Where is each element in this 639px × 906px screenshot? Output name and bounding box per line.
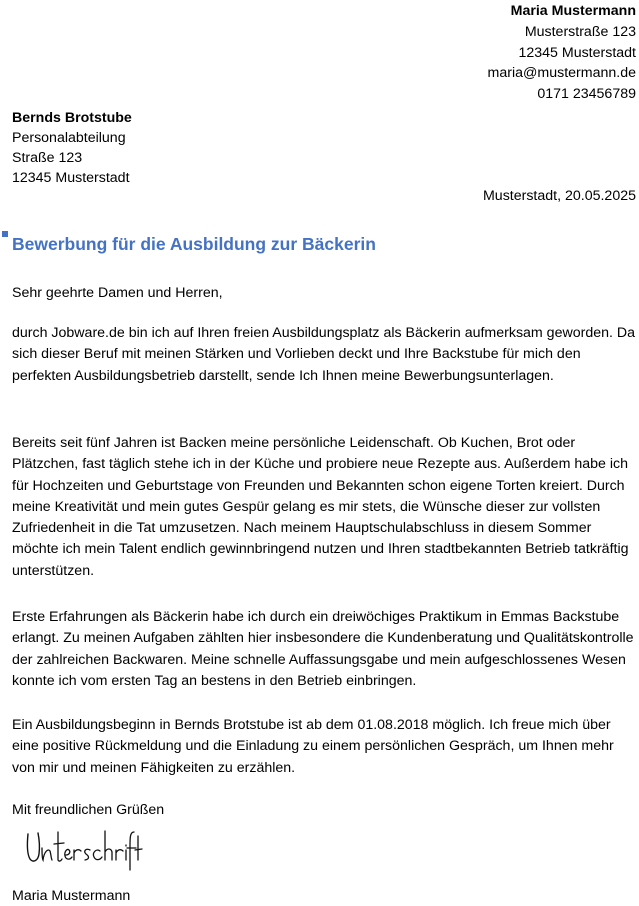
sender-name: Maria Mustermann [510,3,636,19]
sender-street: Musterstraße 123 [524,23,636,40]
handwritten-signature [24,826,144,872]
sender-phone: 0171 23456789 [537,86,636,103]
body-paragraph-4: Ein Ausbildungsbeginn in Bernds Brotstube ist ab dem 01.08.2018 möglich. Ich freue mich über eine positive Rückmeldung und die Einladung zu einem persönlichen Gespräch, um Ihnen mehr von mir und meinen Fähigkeiten zu erzählen. [12,717,614,776]
recipient-department: Personalabteilung [12,130,126,146]
recipient-city: 12345 Musterstadt [12,170,130,186]
sender-block [488,1,636,105]
recipient-block [12,108,132,188]
date-line: Musterstadt, 20.05.2025 [482,188,636,204]
heading-marker [2,231,8,237]
recipient-company: Bernds Brotstube [12,110,132,126]
subject-heading: Bewerbung für die Ausbildung zur Bäckerin [12,234,376,254]
sender-email: maria@mustermann.de [487,65,636,82]
sender-city: 12345 Musterstadt [518,44,636,61]
signer-name: Maria Mustermann [12,888,131,904]
body-paragraph-3: Erste Erfahrungen als Bäckerin habe ich durch ein dreiwöchiges Praktikum in Emmas Backstube erlangt. Zu meinen Aufgaben zählten hier insbesondere die Kundenberatung und Qualitätskontrolle der zahlreichen Backwaren. Meine schnelle Auffassungsgabe und mein aufgeschlossenes Wesen konnte ich vom ersten Tag an bestens in den Betrieb einbringen. [12,609,634,689]
recipient-street: Straße 123 [12,150,83,166]
salutation: Sehr geehrte Damen und Herren, [12,285,223,301]
body-paragraph-2: Bereits seit fünf Jahren ist Backen meine persönliche Leidenschaft. Ob Kuchen, Brot oder Plätzchen, fast täglich stehe ich in der Küche und probiere neue Rezepte aus. Außerdem habe ich für Hochzeiten und Geburtstage von Freunden und Bekannten schon eigene Torten kreiert. Durch meine Kreativität und mein gutes Gespür gelang es mir stets, die Wünsche dieser zur vollsten Zufriedenheit in die Tat umzusetzen. Nach meinem Hauptschulabschluss in diesem Sommer möchte ich mein Talent endlich gewinnbringend nutzen und Ihren stadtbekannten Betrieb tatkräftig unterstützen. [12,435,629,579]
closing-line: Mit freundlichen Grüßen [12,802,165,818]
body-paragraph-1: durch Jobware.de bin ich auf Ihren freien Ausbildungsplatz als Bäckerin aufmerksam geworden. Da sich dieser Beruf mit meinen Stärken und Vorlieben deckt und Ihre Backstube für mich den perfekten Ausbildungsbetrieb darstellt, sende Ich Ihnen meine Bewerbungsunterlagen. [12,325,636,384]
